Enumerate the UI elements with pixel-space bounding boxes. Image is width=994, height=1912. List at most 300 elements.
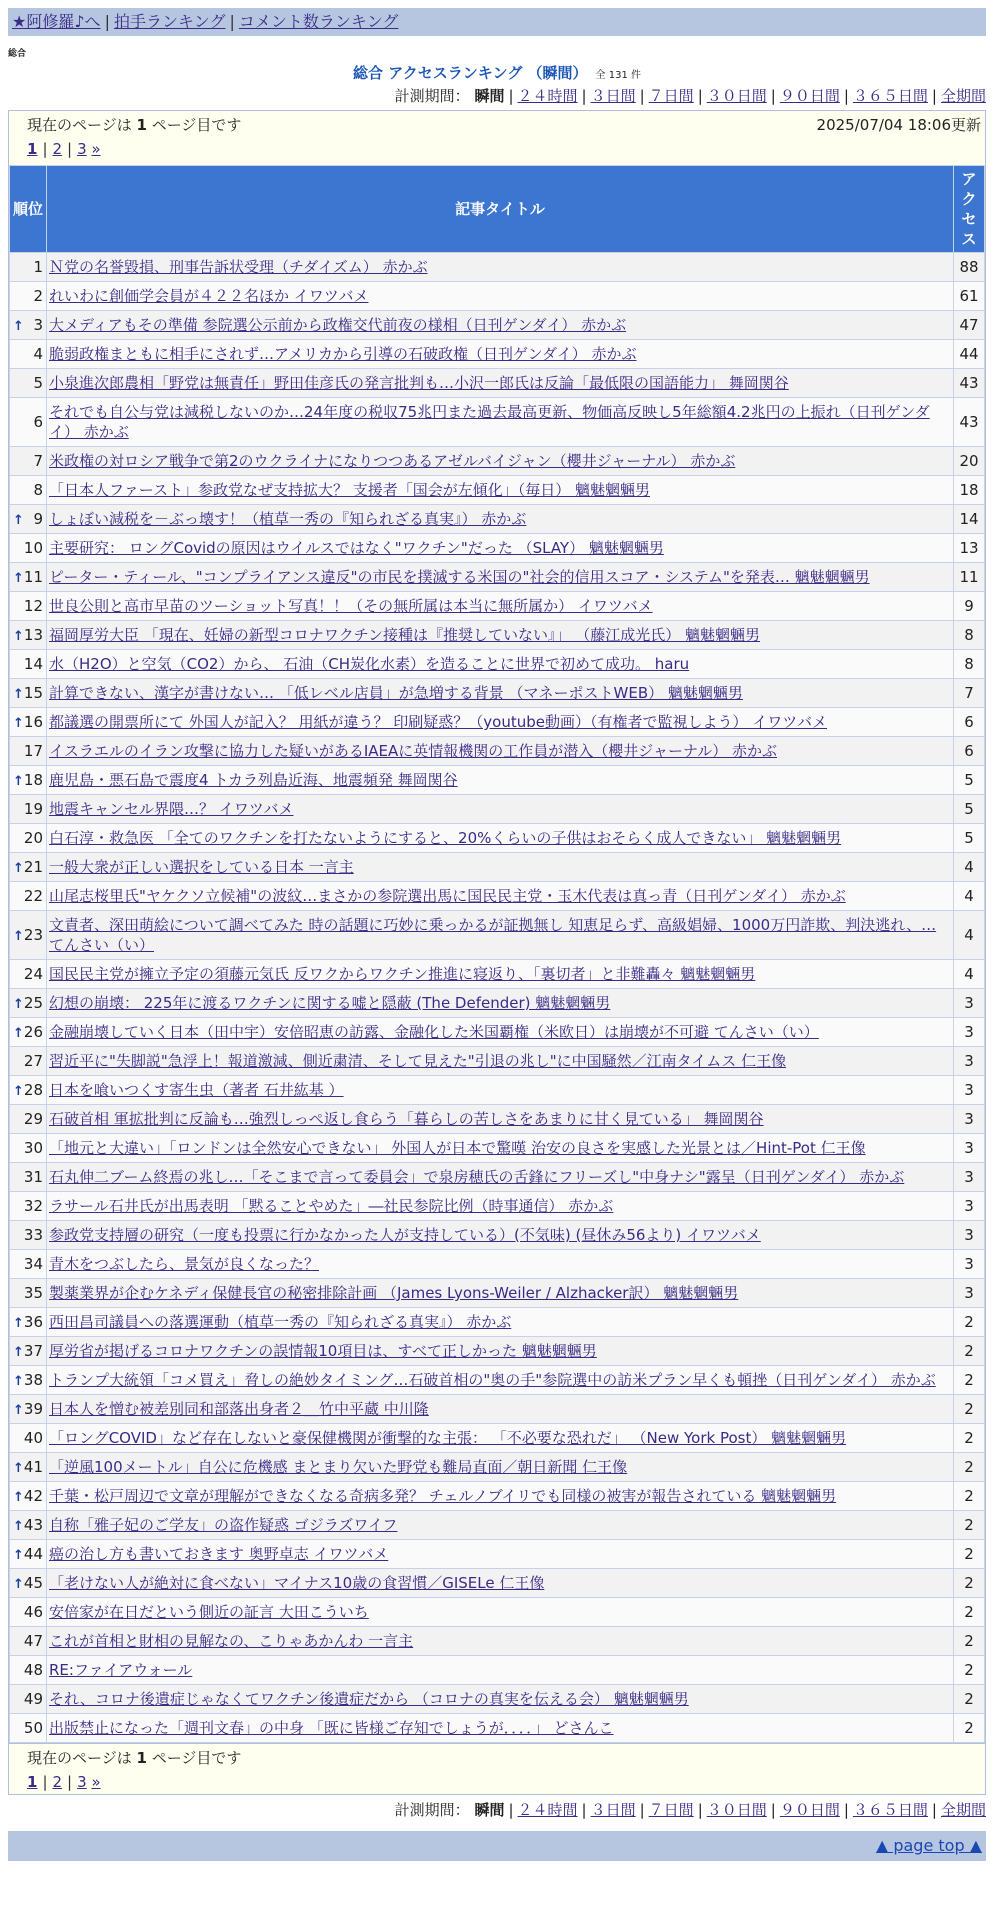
access-count: 3 [954, 1250, 985, 1279]
article-title-link[interactable]: 石丸伸二ブーム終焉の兆し…「そこまで言って委員会」で泉房穂氏の舌鋒にフリーズし"中身ナシ"露呈（日刊ゲンダイ） 赤かぶ [49, 1168, 905, 1186]
table-row [10, 989, 985, 1018]
access-count: 4 [954, 853, 985, 882]
table-row [10, 592, 985, 621]
table-row [10, 1656, 985, 1685]
rank-cell [10, 1656, 47, 1685]
access-count: 2 [954, 1598, 985, 1627]
table-row [10, 1047, 985, 1076]
rank-cell [10, 960, 47, 989]
rank-number: 40 [23, 1429, 43, 1447]
table-row [10, 1221, 985, 1250]
table-row [10, 1076, 985, 1105]
title-cell [47, 592, 954, 621]
article-title-link[interactable]: 主要研究： ロングCovidの原因はウイルスではなく"ワクチン"だった （SLAY） 魑魅魍魎男 [49, 539, 664, 557]
table-row [10, 1598, 985, 1627]
period-link-3d[interactable]: ３日間 [590, 87, 636, 105]
article-title-link[interactable]: 西田昌司議員への落選運動（植草一秀の『知られざる真実』） 赤かぶ [49, 1313, 512, 1331]
access-count: 3 [954, 989, 985, 1018]
article-title-link[interactable]: 大メディアもその準備 参院選公示前から政権交代前夜の様相（日刊ゲンダイ） 赤かぶ [49, 316, 627, 334]
rank-number: 2 [33, 287, 43, 305]
article-title-link[interactable]: 計算できない、漢字が書けない… 「低レベル店員」が急増する背景 （マネーポストWEB） 魑魅魍魎男 [49, 684, 743, 702]
rank-number: 39 [23, 1400, 43, 1418]
rank-number: 36 [23, 1313, 43, 1331]
title-cell [47, 1656, 954, 1685]
rank-number: 1 [33, 258, 43, 276]
title-cell [47, 911, 954, 960]
table-row [10, 1308, 985, 1337]
article-title-link[interactable]: 青木をつぶしたら、景気が良くなった？ [49, 1255, 320, 1273]
page-indicator-suffix: ページ目です [151, 116, 242, 134]
access-count: 9 [954, 592, 985, 621]
rank-cell [10, 1569, 47, 1598]
period-link-all[interactable]: 全期間 [940, 87, 986, 105]
table-row [10, 1685, 985, 1714]
access-count: 2 [954, 1540, 985, 1569]
nav-link-asyura[interactable]: ★阿修羅♪へ [12, 12, 101, 31]
rank-number: 20 [23, 829, 43, 847]
rank-cell [10, 563, 47, 592]
article-title-link[interactable]: 癌の治し方も書いておきます 奥野卓志 イワツバメ [49, 1545, 389, 1563]
article-title-link[interactable]: 安倍家が在日だという側近の証言 大田こういち [49, 1603, 369, 1621]
rank-up-arrow-icon: ↑ [13, 1374, 24, 1389]
article-title-link[interactable]: 地震キャンセル界隈…？ イワツバメ [49, 800, 294, 818]
rank-up-arrow-icon: ↑ [13, 1345, 24, 1360]
article-title-link[interactable]: 国民民主党が擁立予定の須藤元気氏 反ワクからワクチン推進に寝返り、「裏切者」と非難轟々 魑魅魍魎男 [49, 965, 756, 983]
table-header-row [10, 166, 985, 253]
rank-cell [10, 398, 47, 447]
rank-cell [10, 1482, 47, 1511]
access-count: 3 [954, 1047, 985, 1076]
rank-number: 21 [23, 858, 43, 876]
title-cell [47, 1453, 954, 1482]
period-link-24h[interactable]: ２４時間 [517, 87, 578, 105]
title-cell [47, 989, 954, 1018]
title-cell [47, 795, 954, 824]
article-title-link[interactable]: イスラエルのイラン攻撃に協力した疑いがあるIAEAに英情報機関の工作員が潜入（櫻井ジャーナル） 赤かぶ [49, 742, 777, 760]
title-cell [47, 1685, 954, 1714]
title-cell [47, 505, 954, 534]
title-cell [47, 960, 954, 989]
page-link-current[interactable]: 1 [27, 1773, 38, 1791]
article-title-link[interactable]: 習近平に"失脚説"急浮上！報道激減、側近粛清、そして見えた"引退の兆し"に中国騒然／江南タイムス 仁王像 [49, 1052, 787, 1070]
title-cell [47, 621, 954, 650]
table-row [10, 766, 985, 795]
rank-number: 7 [33, 452, 43, 470]
access-count: 2 [954, 1395, 985, 1424]
total-count: 全 131 件 [595, 70, 641, 81]
rank-number: 9 [33, 510, 43, 528]
rank-cell [10, 340, 47, 369]
rank-cell [10, 737, 47, 766]
access-count: 3 [954, 1279, 985, 1308]
article-title-link[interactable]: 白石淳・救急医 「全てのワクチンを打たないようにすると、20%くらいの子供はおそらく成人できない」 魑魅魍魎男 [49, 829, 842, 847]
rank-cell [10, 1192, 47, 1221]
rank-number: 13 [23, 626, 43, 644]
rank-cell [10, 1685, 47, 1714]
rank-up-arrow-icon: ↑ [13, 997, 24, 1012]
period-link-365d[interactable]: ３６５日間 [852, 1801, 928, 1819]
article-title-link[interactable]: ピーター・ティール、"コンプライアンス違反"の市民を撲滅する米国の"社会的信用スコア・システム"を発表… 魑魅魍魎男 [49, 568, 870, 586]
title-cell [47, 563, 954, 592]
rank-cell [10, 989, 47, 1018]
rank-number: 8 [33, 481, 43, 499]
article-title-link[interactable]: それでも自公与党は減税しないのか…24年度の税収75兆円また過去最高更新、物価高反映し5年総額4.2兆円の上振れ（日刊ゲンダイ） 赤かぶ [49, 403, 930, 441]
rank-number: 18 [23, 771, 43, 789]
title-cell [47, 1366, 954, 1395]
page-indicator-prefix: 現在のページは [27, 1749, 132, 1767]
article-title-link[interactable]: これが首相と財相の見解なの、こりゃあかんわ 一言主 [49, 1632, 414, 1650]
access-count: 20 [954, 447, 985, 476]
rank-cell [10, 476, 47, 505]
title-cell [47, 1395, 954, 1424]
page-info-top [9, 111, 985, 165]
title-cell [47, 311, 954, 340]
article-title-link[interactable]: 「老けない人が絶対に食べない」マイナス10歳の食習慣／GISELe 仁王像 [49, 1574, 545, 1592]
rank-up-arrow-icon: ↑ [13, 1519, 24, 1534]
title-cell [47, 1221, 954, 1250]
rank-number: 24 [23, 965, 43, 983]
table-row [10, 1482, 985, 1511]
title-cell [47, 1076, 954, 1105]
table-row [10, 1453, 985, 1482]
page-indicator-number: 1 [136, 1749, 147, 1767]
article-title-link[interactable]: 千葉・松戸周辺で文章が理解ができなくなる奇病多発？ チェルノブイリでも同様の被害が報告されている 魑魅魍魎男 [49, 1487, 837, 1505]
article-title-link[interactable]: 自称「雅子妃のご学友」の盗作疑惑 ゴジラズワイフ [49, 1516, 398, 1534]
title-cell [47, 398, 954, 447]
rank-cell [10, 708, 47, 737]
article-title-link[interactable]: 小泉進次郎農相「野党は無責任」野田佳彦氏の発言批判も…小沢一郎氏は反論「最低限の国語能力」 舞岡関谷 [49, 374, 789, 392]
access-count: 3 [954, 1018, 985, 1047]
title-cell [47, 737, 954, 766]
period-link-all[interactable]: 全期間 [940, 1801, 986, 1819]
title-cell [47, 1540, 954, 1569]
page-title [0, 63, 994, 86]
page-link-2[interactable]: 2 [52, 140, 63, 158]
access-count: 2 [954, 1366, 985, 1395]
table-row [10, 369, 985, 398]
access-count: 8 [954, 650, 985, 679]
article-title-link[interactable]: 水（H2O）と空気（CO2）から、 石油（CH炭化水素）を造ることに世界で初めて成功。 haru [49, 655, 690, 673]
nav-link-comment-ranking[interactable]: コメント数ランキング [238, 12, 399, 31]
header-title: 記事タイトル [47, 166, 954, 253]
article-title-link[interactable]: 「日本人ファースト」参政党なぜ支持拡大？ 支援者「国会が左傾化」（毎日） 魑魅魍魎男 [49, 481, 650, 499]
title-cell [47, 1569, 954, 1598]
access-count: 2 [954, 1337, 985, 1366]
table-row [10, 447, 985, 476]
article-title-link[interactable]: 一般大衆が正しい選択をしている日本 一言主 [49, 858, 354, 876]
table-row [10, 1337, 985, 1366]
access-count: 3 [954, 1192, 985, 1221]
article-title-link[interactable]: 「逆風100メートル」自公に危機感 まとまり欠いた野党も難局直面／朝日新聞 仁王像 [49, 1458, 628, 1476]
article-title-link[interactable]: 金融崩壊していく日本（田中宇）安倍昭恵の訪露、金融化した米国覇権（米欧日）は崩壊が不可避 てんさい（い） [49, 1023, 819, 1041]
title-cell [47, 253, 954, 282]
rank-cell [10, 1540, 47, 1569]
article-title-link[interactable]: それ、コロナ後遺症じゃなくてワクチン後遺症だから （コロナの真実を伝える会） 魑魅魍魎男 [49, 1690, 689, 1708]
table-row [10, 708, 985, 737]
nav-link-applause-ranking[interactable]: 拍手ランキング [113, 12, 226, 31]
rank-up-arrow-icon: ↑ [13, 1548, 24, 1563]
rank-cell [10, 1047, 47, 1076]
category-label: 総合 [8, 49, 27, 59]
article-title-link[interactable]: 幻想の崩壊： 225年に渡るワクチンに関する嘘と隠蔽 (The Defender) 魑魅魍魎男 [49, 994, 611, 1012]
page-link-2[interactable]: 2 [52, 1773, 63, 1791]
title-cell [47, 476, 954, 505]
access-count: 7 [954, 679, 985, 708]
access-count: 2 [954, 1453, 985, 1482]
table-row [10, 1395, 985, 1424]
title-cell [47, 1482, 954, 1511]
article-title-link[interactable]: 「地元と大違い」「ロンドンは全然安心できない」 外国人が日本で驚嘆 治安の良さを実感した光景とは／Hint-Pot 仁王像 [49, 1139, 866, 1157]
access-count: 5 [954, 795, 985, 824]
title-cell [47, 282, 954, 311]
rank-cell [10, 766, 47, 795]
rank-cell [10, 911, 47, 960]
article-title-link[interactable]: 「ロングCOVID」など存在しないと豪保健機関が衝撃的な主張： 「不必要な恐れだ」 （New York Post） 魑魅魍魎男 [49, 1429, 847, 1447]
rank-up-arrow-icon: ↑ [13, 513, 24, 528]
rank-number: 10 [23, 539, 43, 557]
rank-number: 5 [33, 374, 43, 392]
page-info-bottom [9, 1743, 985, 1794]
rank-number: 28 [23, 1081, 43, 1099]
article-title-link[interactable]: 脆弱政権まともに相手にされず…アメリカから引導の石破政権（日刊ゲンダイ） 赤かぶ [49, 345, 637, 363]
period-current: 瞬間 [474, 87, 505, 105]
rank-up-arrow-icon: ↑ [13, 1084, 24, 1099]
period-label: 計測期間： [394, 1801, 470, 1819]
page-indicator-number: 1 [136, 116, 147, 134]
access-count: 47 [954, 311, 985, 340]
rank-number: 34 [23, 1255, 43, 1273]
page-indicator [27, 1748, 241, 1768]
page-indicator-suffix: ページ目です [151, 1749, 242, 1767]
access-count: 44 [954, 340, 985, 369]
rank-cell [10, 621, 47, 650]
access-count: 6 [954, 737, 985, 766]
header-rank: 順位 [10, 166, 47, 253]
rank-cell [10, 1076, 47, 1105]
page-link-3[interactable]: 3 [77, 140, 87, 158]
rank-cell [10, 679, 47, 708]
access-count: 3 [954, 1076, 985, 1105]
access-count: 3 [954, 1163, 985, 1192]
table-row [10, 795, 985, 824]
access-count: 2 [954, 1424, 985, 1453]
rank-cell [10, 1627, 47, 1656]
title-cell [47, 824, 954, 853]
period-link-365d[interactable]: ３６５日間 [852, 87, 928, 105]
title-cell [47, 1511, 954, 1540]
rank-number: 26 [23, 1023, 43, 1041]
table-row [10, 505, 985, 534]
access-count: 18 [954, 476, 985, 505]
pagination-top: 1 | 2 | 3 » [27, 140, 101, 158]
period-link-7d[interactable]: ７日間 [648, 1801, 694, 1819]
rank-cell [10, 505, 47, 534]
rank-number: 4 [33, 345, 43, 363]
period-link-30d[interactable]: ３０日間 [706, 87, 767, 105]
article-title-link[interactable]: 山尾志桜里氏"ヤケクソ立候補"の波紋…まさかの参院選出馬に国民民主党・玉木代表は真っ青（日刊ゲンダイ） 赤かぶ [49, 887, 846, 905]
table-row [10, 1366, 985, 1395]
access-count: 11 [954, 563, 985, 592]
title-cell [47, 708, 954, 737]
rank-cell [10, 882, 47, 911]
rank-cell [10, 795, 47, 824]
rank-number: 31 [23, 1168, 43, 1186]
title-cell [47, 1047, 954, 1076]
article-title-link[interactable]: 福岡厚労大臣 「現在、妊婦の新型コロナワクチン接種は『推奨していない』」 （藤江成光氏） 魑魅魍魎男 [49, 626, 761, 644]
article-title-link[interactable]: れいわに創価学会員が４２２名ほか イワツバメ [49, 287, 369, 305]
access-count: 8 [954, 621, 985, 650]
title-cell [47, 369, 954, 398]
article-title-link[interactable]: 鹿児島・悪石島で震度4 トカラ列島近海、地震頻発 舞岡関谷 [49, 771, 458, 789]
title-cell [47, 1105, 954, 1134]
article-title-link[interactable]: 参政党支持層の研究（一度も投票に行かなかった人が支持している）(不気味) (昼休み56より) イワツバメ [49, 1226, 761, 1244]
nav-separator: | [229, 12, 235, 31]
rank-cell [10, 1221, 47, 1250]
page-link-current[interactable]: 1 [27, 140, 38, 158]
table-row [10, 1540, 985, 1569]
rank-cell [10, 1511, 47, 1540]
ranking-table-body [10, 253, 985, 1743]
table-row [10, 253, 985, 282]
rank-up-arrow-icon: ↑ [13, 1403, 24, 1418]
article-title-link[interactable]: 米政権の対ロシア戦争で第2のウクライナになりつつあるアゼルバイジャン（櫻井ジャーナル） 赤かぶ [49, 452, 736, 470]
rank-number: 12 [23, 597, 43, 615]
rank-number: 25 [23, 994, 43, 1012]
table-row [10, 1250, 985, 1279]
title-cell [47, 882, 954, 911]
rank-cell [10, 1598, 47, 1627]
rank-cell [10, 592, 47, 621]
rank-up-arrow-icon: ↑ [13, 687, 24, 702]
rank-number: 42 [23, 1487, 43, 1505]
rank-cell [10, 1395, 47, 1424]
rank-up-arrow-icon: ↑ [13, 716, 24, 731]
access-count: 2 [954, 1656, 985, 1685]
rank-number: 37 [23, 1342, 43, 1360]
article-title-link[interactable]: Ｎ党の名誉毀損、刑事告訴状受理（チダイズム） 赤かぶ [49, 258, 428, 276]
table-row [10, 1511, 985, 1540]
title-cell [47, 1250, 954, 1279]
access-count: 43 [954, 369, 985, 398]
rank-number: 47 [23, 1632, 43, 1650]
period-link-90d[interactable]: ９０日間 [779, 1801, 840, 1819]
article-title-link[interactable]: RE:ファイアウォール [49, 1661, 193, 1679]
title-cell [47, 340, 954, 369]
table-row [10, 1279, 985, 1308]
article-title-link[interactable]: 日本人を憎む被差別同和部落出身者２＿竹中平蔵 中川隆 [49, 1400, 429, 1418]
table-row [10, 1134, 985, 1163]
access-count: 3 [954, 1134, 985, 1163]
rank-number: 44 [23, 1545, 43, 1563]
access-count: 5 [954, 766, 985, 795]
article-title-link[interactable]: 厚労省が掲げるコロナワクチンの誤情報10項目は、すべて正しかった 魑魅魍魎男 [49, 1342, 597, 1360]
rank-up-arrow-icon: ↑ [13, 1316, 24, 1331]
rank-number: 23 [23, 926, 43, 944]
rank-number: 45 [23, 1574, 43, 1592]
article-title-link[interactable]: 出版禁止になった「週刊文春」の中身 「既に皆様ご存知でしょうが．．．．」 どさんこ [49, 1719, 614, 1737]
header-access: アクセス [954, 166, 985, 253]
rank-number: 11 [23, 568, 43, 586]
rank-up-arrow-icon: ↑ [13, 571, 24, 586]
page-indicator-prefix: 現在のページは [27, 116, 132, 134]
page-link-next[interactable]: » [91, 1773, 101, 1791]
title-cell [47, 1424, 954, 1453]
rank-cell [10, 1250, 47, 1279]
page-top-link[interactable]: ▲ page top ▲ [875, 1836, 982, 1855]
article-title-link[interactable]: 日本を喰いつくす寄生虫（著者 石井紘基 ） [49, 1081, 344, 1099]
period-link-3d[interactable]: ３日間 [590, 1801, 636, 1819]
access-count: 2 [954, 1714, 985, 1743]
article-title-link[interactable]: トランプ大統領「コメ買え」脅しの絶妙タイミング…石破首相の"奥の手"参院選中の訪米プラン早くも頓挫（日刊ゲンダイ） 赤かぶ [49, 1371, 936, 1389]
rank-number: 6 [33, 413, 43, 431]
rank-number: 19 [23, 800, 43, 818]
table-row [10, 1714, 985, 1743]
access-count: 14 [954, 505, 985, 534]
rank-number: 29 [23, 1110, 43, 1128]
rank-cell [10, 1018, 47, 1047]
title-cell [47, 1308, 954, 1337]
title-cell [47, 650, 954, 679]
article-title-link[interactable]: しょぼい減税を－ぶっ壊す！（植草一秀の『知られざる真実』） 赤かぶ [49, 510, 527, 528]
article-title-link[interactable]: 製薬業界が企むケネディ保健長官の秘密排除計画 （James Lyons-Weiler / Alzhacker訳） 魑魅魍魎男 [49, 1284, 739, 1302]
access-count: 43 [954, 398, 985, 447]
title-cell [47, 534, 954, 563]
page-link-next[interactable]: » [91, 140, 101, 158]
access-count: 3 [954, 1221, 985, 1250]
access-count: 2 [954, 1482, 985, 1511]
table-row [10, 1192, 985, 1221]
rank-up-arrow-icon: ↑ [13, 1490, 24, 1505]
rank-cell [10, 1134, 47, 1163]
title-cell [47, 1192, 954, 1221]
rank-cell [10, 1714, 47, 1743]
access-count: 6 [954, 708, 985, 737]
rank-cell [10, 650, 47, 679]
table-row [10, 340, 985, 369]
access-count: 13 [954, 534, 985, 563]
access-count: 4 [954, 960, 985, 989]
article-title-link[interactable]: ラサール石井氏が出馬表明 「黙ることやめた」―社民参院比例（時事通信） 赤かぶ [49, 1197, 614, 1215]
rank-cell [10, 824, 47, 853]
article-title-link[interactable]: 石破首相 軍拡批判に反論も…強烈しっぺ返し食らう「暮らしの苦しさをあまりに甘く見ている」 舞岡関谷 [49, 1110, 764, 1128]
title-cell [47, 1163, 954, 1192]
article-title-link[interactable]: 世良公則と高市早苗のツーショット写真！！（その無所属は本当に無所属か） イワツバメ [49, 597, 653, 615]
period-link-30d[interactable]: ３０日間 [706, 1801, 767, 1819]
table-row [10, 1569, 985, 1598]
rank-number: 17 [23, 742, 43, 760]
page-link-3[interactable]: 3 [77, 1773, 87, 1791]
article-title-link[interactable]: 文責者、深田萌絵について調べてみた 時の話題に巧妙に乗っかるが証拠無し 知恵足らず、高級娼婦、1000万円詐欺、判決逃れ、… てんさい（い） [49, 916, 937, 954]
rank-number: 14 [23, 655, 43, 673]
rank-cell [10, 534, 47, 563]
access-count: 5 [954, 824, 985, 853]
period-link-90d[interactable]: ９０日間 [779, 87, 840, 105]
period-link-7d[interactable]: ７日間 [648, 87, 694, 105]
access-count: 2 [954, 1308, 985, 1337]
period-link-24h[interactable]: ２４時間 [517, 1801, 578, 1819]
rank-number: 27 [23, 1052, 43, 1070]
table-row [10, 1424, 985, 1453]
article-title-link[interactable]: 都議選の開票所にて 外国人が記入？ 用紙が違う？ 印刷疑惑？（youtube動画）（有権者で監視しよう） イワツバメ [49, 713, 827, 731]
title-cell [47, 766, 954, 795]
page-title-text: 総合 アクセスランキング （瞬間） [353, 64, 588, 82]
title-cell [47, 1627, 954, 1656]
rank-number: 3 [33, 316, 43, 334]
title-cell [47, 1279, 954, 1308]
top-navigation [8, 8, 986, 36]
nav-separator: | [104, 12, 110, 31]
table-row [10, 563, 985, 592]
